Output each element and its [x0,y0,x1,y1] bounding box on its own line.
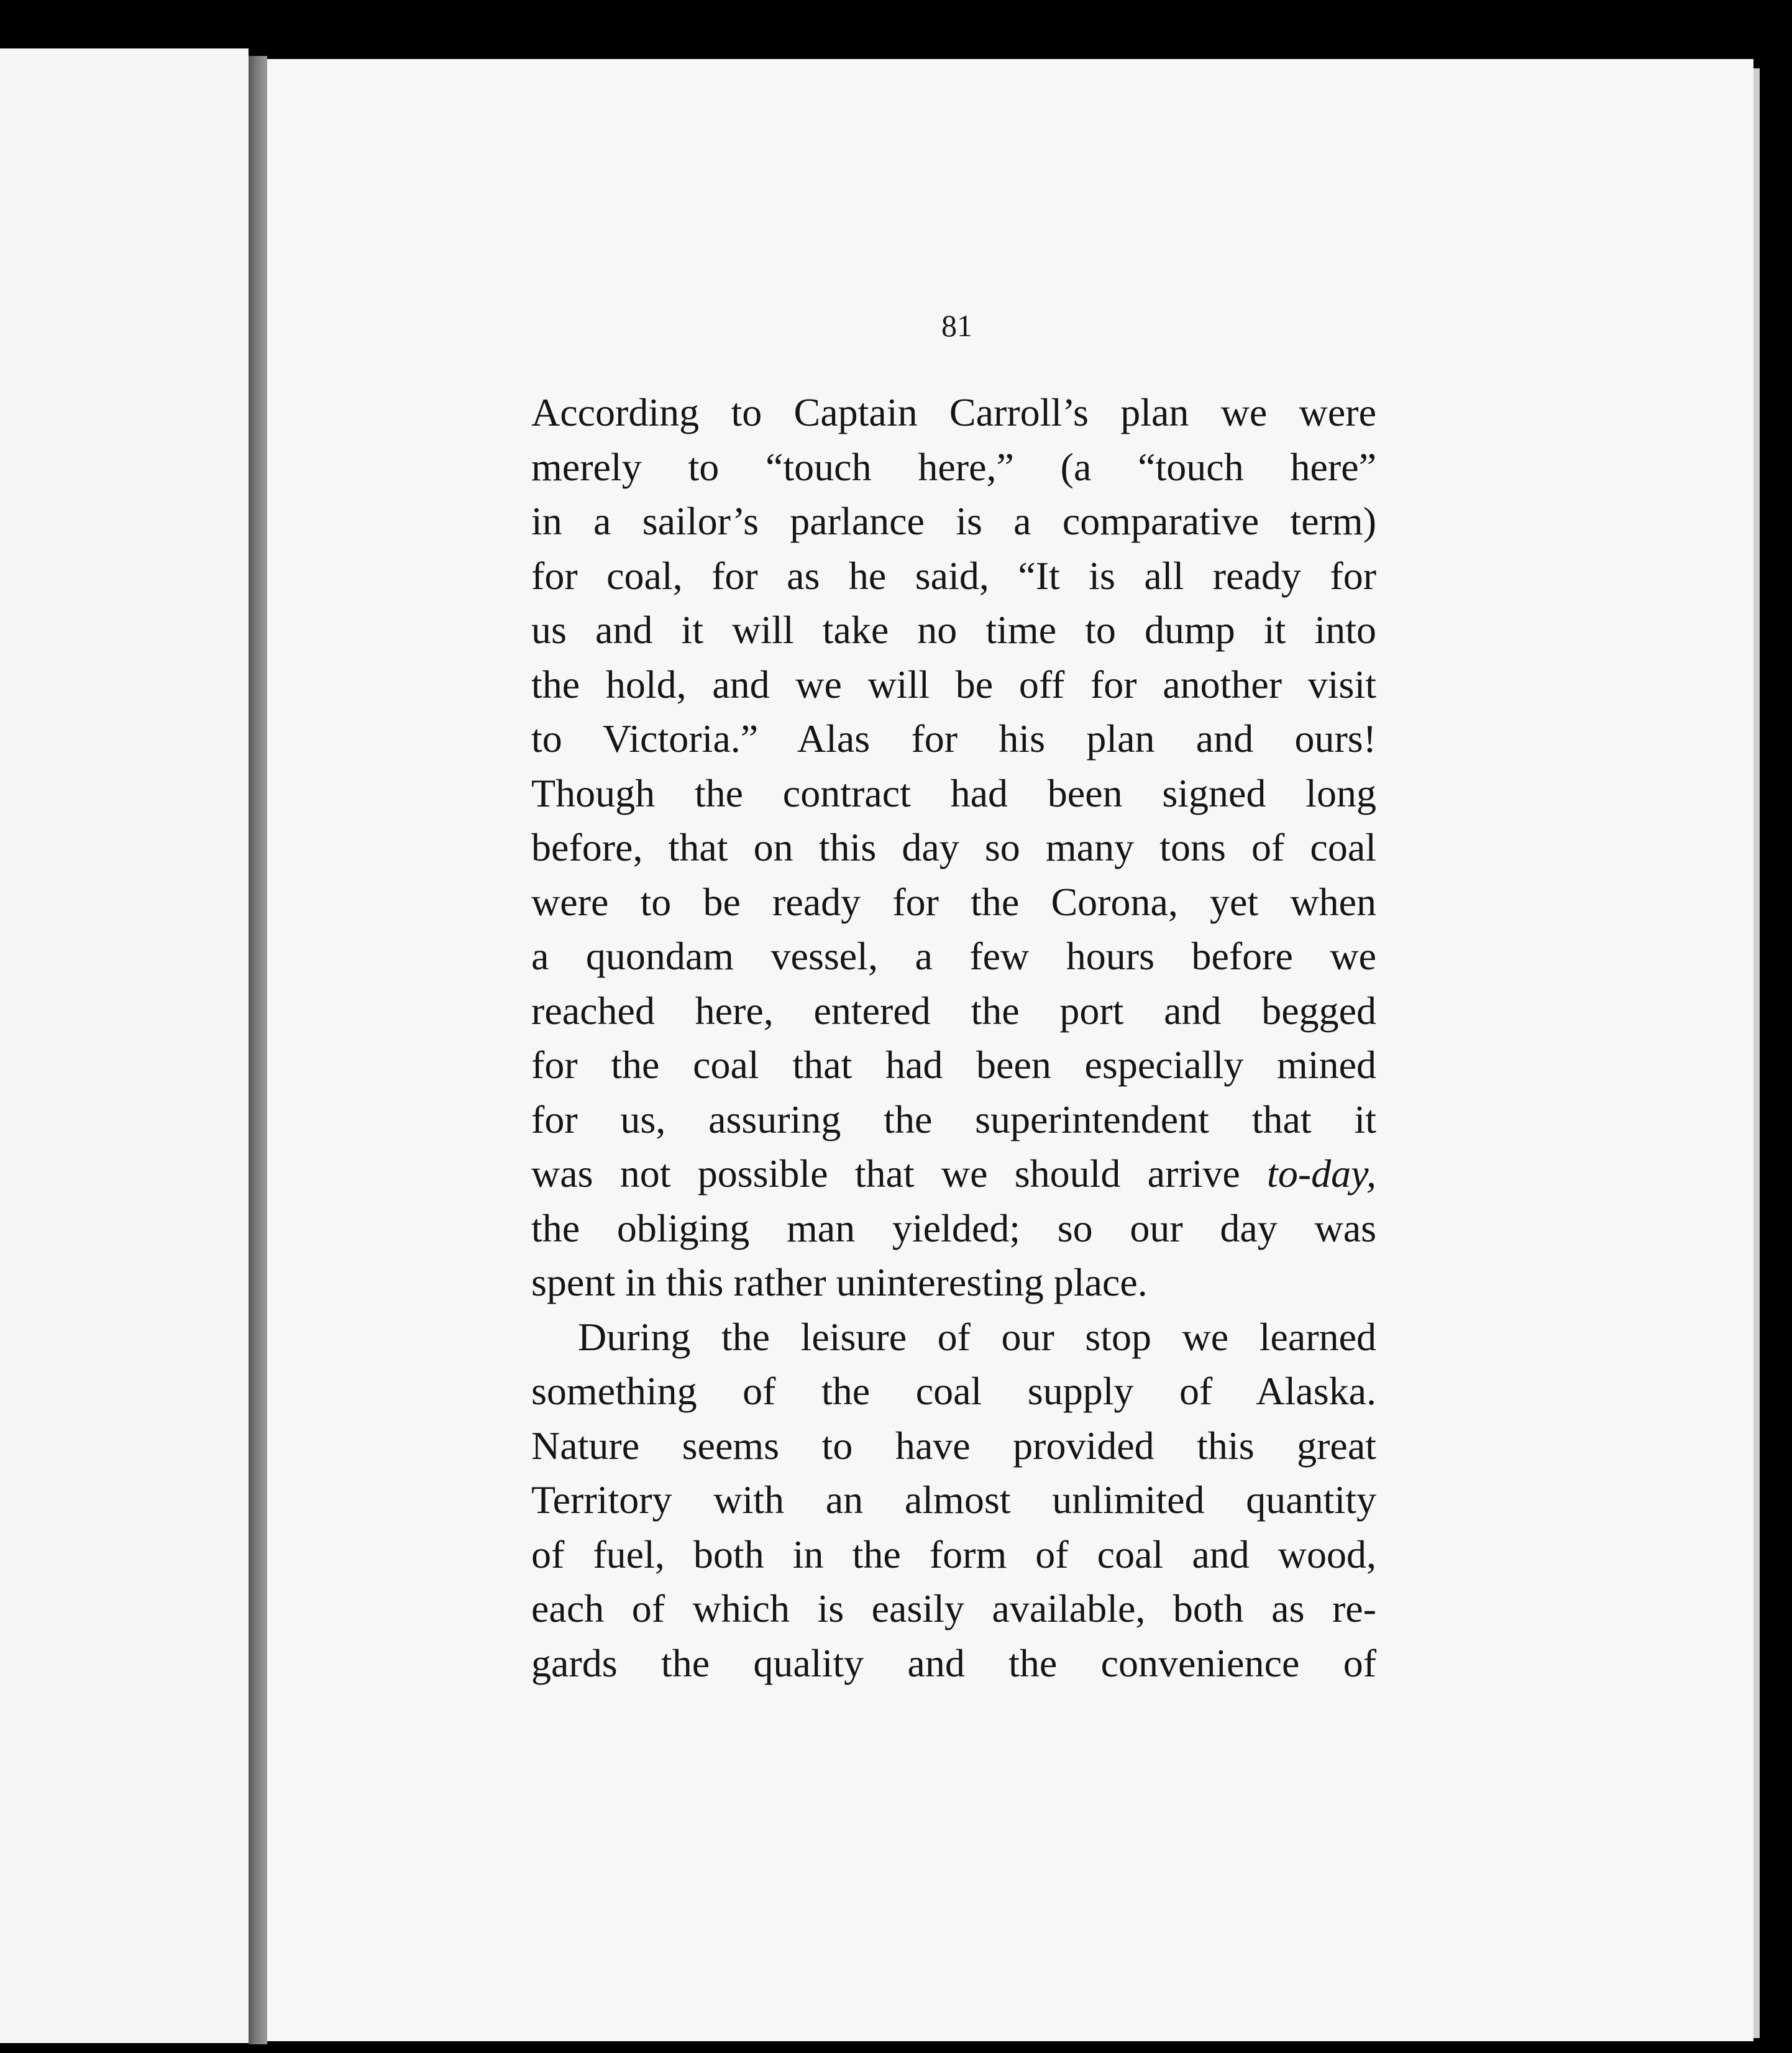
emphasized-word: to-day, [1267,1151,1376,1196]
text-line: merely to “touch here,” (a “touch here” [531,444,1376,489]
text-line: spent in this rather uninteresting place. [531,1260,1148,1304]
text-line: During the leisure of our stop we learned [578,1314,1376,1359]
text-line: Though the contract had been signed long [531,770,1376,815]
text-line: reached here, entered the port and begged [531,988,1376,1033]
text-line: each of which is easily available, both as re- [531,1586,1376,1630]
text-line: a quondam vessel, a few hours before we [531,934,1376,978]
page-body-text [531,385,1376,1690]
text-line: for coal, for as he said, “It is all ready for [531,553,1376,598]
text-line: of fuel, both in the form of coal and wood, [531,1532,1376,1576]
text-line: were to be ready for the Corona, yet when [531,879,1376,924]
text-line: for the coal that had been especially mined [531,1043,1376,1087]
text-line: was not possible that we should arrive to-day, [531,1151,1376,1196]
text-line: in a sailor’s parlance is a comparative term) [531,499,1376,543]
text-line: the obliging man yielded; so our day was [531,1205,1376,1250]
text-line: something of the coal supply of Alaska. [531,1369,1376,1413]
text-line: for us, assuring the superintendent that it [531,1097,1376,1141]
text-line: According to Captain Carroll’s plan we were [531,390,1376,434]
book-spine [249,56,267,2044]
text-line: before, that on this day so many tons of coal [531,825,1376,869]
page-edge [1753,68,1760,2038]
text-line: the hold, and we will be off for another visit [531,662,1376,706]
text-line: Territory with an almost unlimited quantity [531,1478,1376,1522]
text-line: us and it will take no time to dump it into [531,608,1376,652]
text-line: Nature seems to have provided this great [531,1423,1376,1468]
text-line: gards the quality and the convenience of [531,1640,1376,1685]
text-line: to Victoria.” Alas for his plan and ours! [531,716,1376,761]
left-facing-page [0,48,249,2043]
page-number: 81 [941,308,972,343]
